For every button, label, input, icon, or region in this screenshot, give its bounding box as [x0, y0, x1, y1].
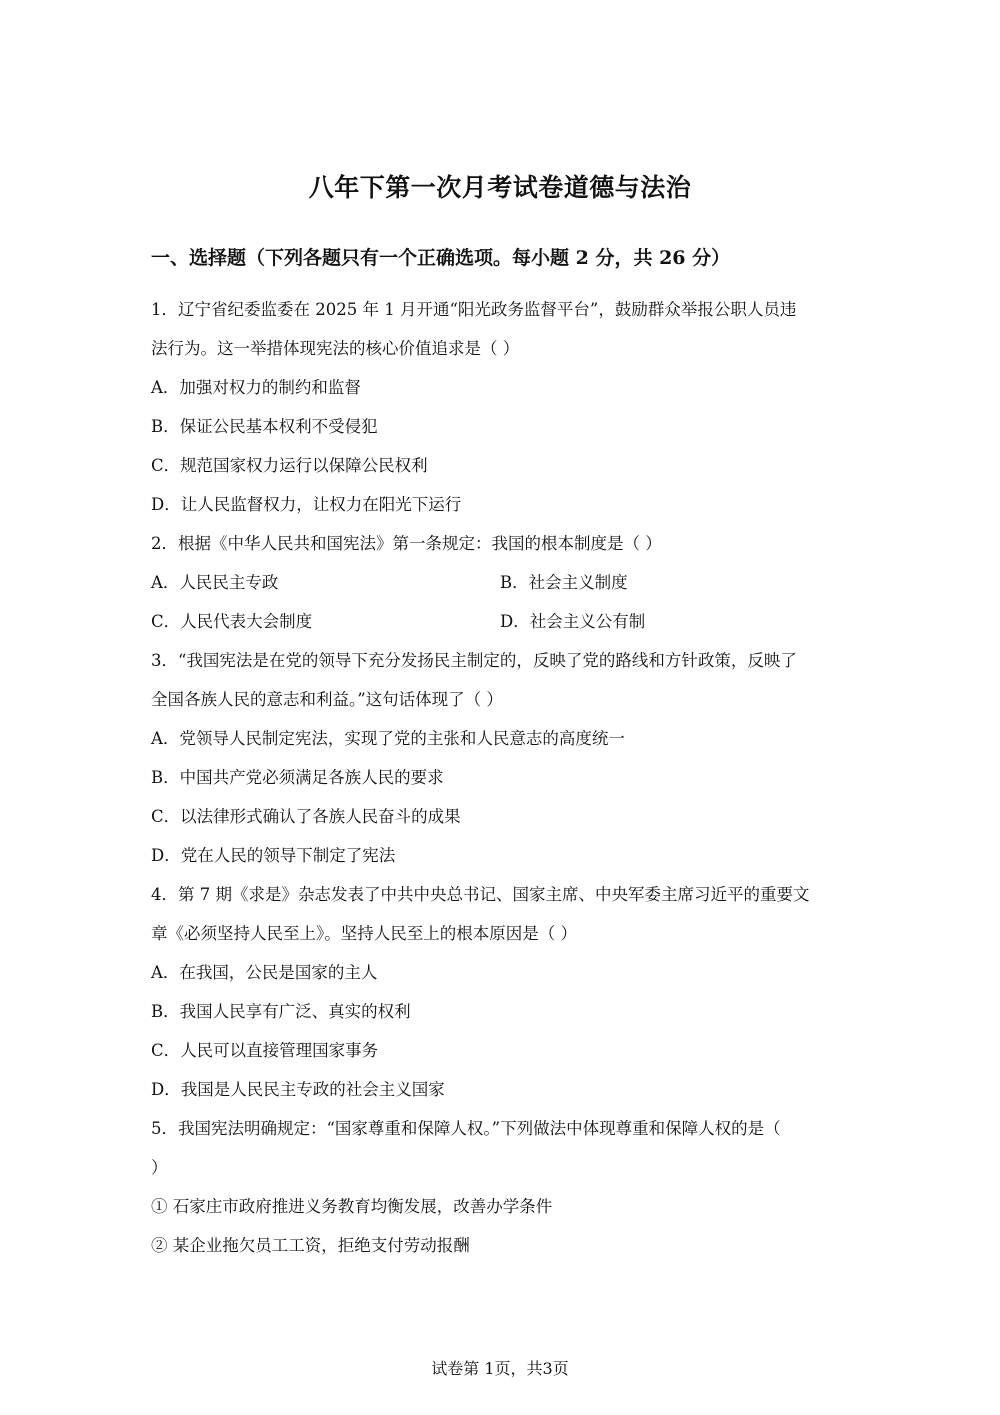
- section-heading: 一、选择题（下列各题只有一个正确选项。每小题 2 分，共 26 分）: [151, 247, 731, 269]
- question-2-option-b: B．社会主义制度: [500, 573, 628, 592]
- question-2-stem-line-1: 2．根据《中华人民共和国宪法》第一条规定：我国的根本制度是（ ）: [151, 534, 662, 553]
- question-3-option-d: D．党在人民的领导下制定了宪法: [151, 846, 396, 865]
- question-2-option-d: D．社会主义公有制: [500, 612, 646, 631]
- question-5-statement-2: ② 某企业拖欠员工工资，拒绝支付劳动报酬: [151, 1236, 470, 1255]
- question-1-option-a: A．加强对权力的制约和监督: [151, 378, 361, 397]
- question-4-option-c: C．人民可以直接管理国家事务: [151, 1041, 379, 1060]
- question-5-stem-line-2: ）: [151, 1158, 168, 1177]
- question-5-statement-1: ① 石家庄市政府推进义务教育均衡发展，改善办学条件: [151, 1197, 553, 1216]
- question-1-option-d: D．让人民监督权力，让权力在阳光下运行: [151, 495, 462, 514]
- question-1-option-c: C．规范国家权力运行以保障公民权利: [151, 456, 428, 475]
- question-4-option-b: B．我国人民享有广泛、真实的权利: [151, 1002, 411, 1021]
- page-title: 八年下第一次月考试卷道德与法治: [308, 173, 692, 202]
- question-1-stem-line-1: 1．辽宁省纪委监委在 2025 年 1 月开通“阳光政务监督平台”，鼓励群众举报公职人员违: [151, 300, 797, 319]
- question-5-stem-line-1: 5．我国宪法明确规定：“国家尊重和保障人权。”下列做法中体现尊重和保障人权的是（: [151, 1119, 781, 1138]
- page-footer: 试卷第 1页，共3页: [431, 1359, 569, 1378]
- question-4-stem-line-2: 章《必须坚持人民至上》。坚持人民至上的根本原因是（ ）: [151, 924, 577, 943]
- question-3-stem-line-1: 3．“我国宪法是在党的领导下充分发扬民主制定的，反映了党的路线和方针政策，反映了: [151, 651, 797, 670]
- question-1-stem-line-2: 法行为。这一举措体现宪法的核心价值追求是（ ）: [151, 339, 520, 358]
- question-3-option-b: B．中国共产党必须满足各族人民的要求: [151, 768, 444, 787]
- question-3-stem-line-2: 全国各族人民的意志和利益。”这句话体现了（ ）: [151, 690, 503, 709]
- question-4-option-a: A．在我国，公民是国家的主人: [151, 963, 378, 982]
- question-2-option-a: A．人民民主专政: [151, 573, 279, 592]
- question-1-option-b: B．保证公民基本权利不受侵犯: [151, 417, 378, 436]
- question-3-option-c: C．以法律形式确认了各族人民奋斗的成果: [151, 807, 461, 826]
- question-2-option-c: C．人民代表大会制度: [151, 612, 313, 631]
- question-4-stem-line-1: 4．第 7 期《求是》杂志发表了中共中央总书记、国家主席、中央军委主席习近平的重要文: [151, 885, 810, 904]
- question-3-option-a: A．党领导人民制定宪法，实现了党的主张和人民意志的高度统一: [151, 729, 625, 748]
- question-4-option-d: D．我国是人民民主专政的社会主义国家: [151, 1080, 445, 1099]
